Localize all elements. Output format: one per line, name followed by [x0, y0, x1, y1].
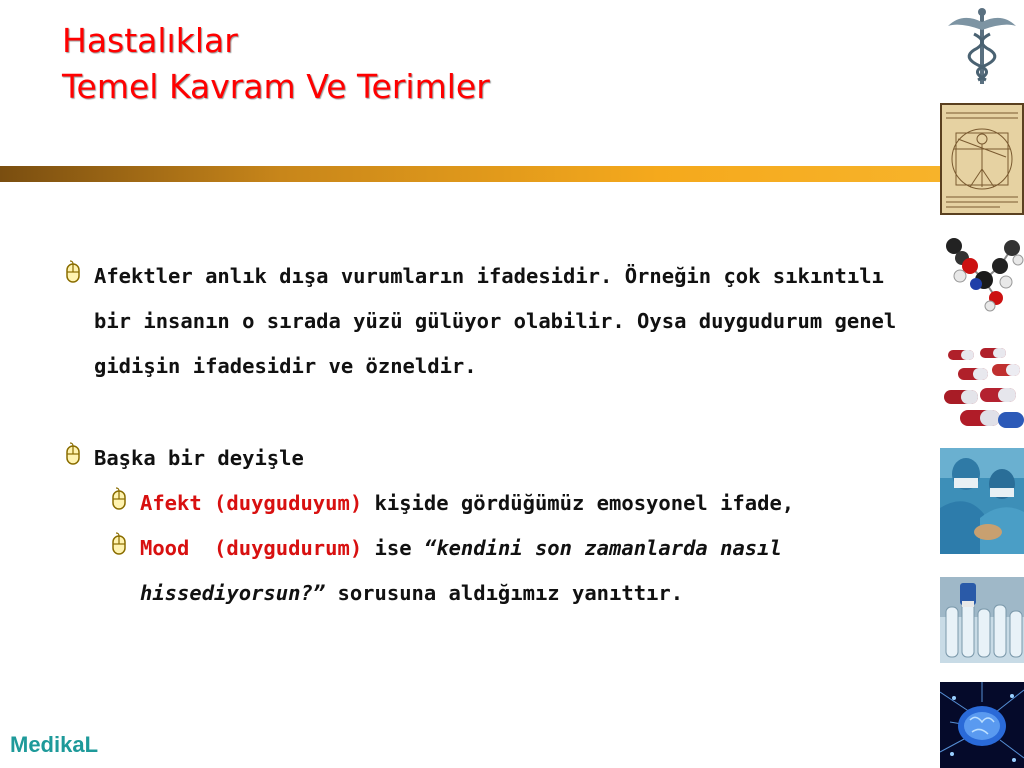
caduceus-image — [940, 4, 1024, 88]
term-mood: Mood (duygudurum) — [140, 536, 363, 560]
bullet-text: Afektler anlık dışa vurumların ifadesidir. Örneğin çok sıkıntılı bir insanın o sırada yüzü gülüyor olabilir. Oysa duygudurum genel gidişin ifadesidir ve özneldir. — [94, 264, 897, 378]
mouse-bullet-icon — [108, 532, 130, 558]
bullet-item — [62, 436, 922, 481]
vitruvian-man-image — [940, 103, 1024, 215]
mouse-bullet-icon — [62, 442, 84, 468]
mouse-bullet-icon — [62, 260, 84, 286]
title-divider-bar — [0, 166, 940, 182]
pills-image — [940, 340, 1024, 432]
term-afekt: Afekt (duyguduyum) — [140, 491, 363, 515]
title-line-2: Temel Kavram Ve Terimler — [62, 67, 490, 106]
bullet-list — [62, 254, 922, 616]
question-quote: “kendini son zamanlarda nasıl hissediyorsun?” — [140, 536, 782, 605]
sub-bullet-item — [108, 526, 922, 616]
molecule-image — [940, 226, 1024, 318]
mouse-bullet-icon — [108, 487, 130, 513]
bullet-item — [62, 254, 922, 389]
slide-title — [62, 18, 490, 110]
medikal-logo: MedikaL — [10, 732, 99, 757]
bullet-text: ise — [362, 536, 424, 560]
surgeons-image — [940, 448, 1024, 554]
test-tubes-image — [940, 577, 1024, 663]
sub-bullet-item — [108, 481, 922, 526]
bullet-text: Başka bir deyişle — [94, 446, 304, 470]
bullet-text: kişide gördüğümüz emosyonel ifade, — [362, 491, 795, 515]
bullet-text: sorusuna aldığımız yanıttır. — [325, 581, 684, 605]
title-line-1: Hastalıklar — [62, 21, 238, 60]
brain-image — [940, 682, 1024, 768]
